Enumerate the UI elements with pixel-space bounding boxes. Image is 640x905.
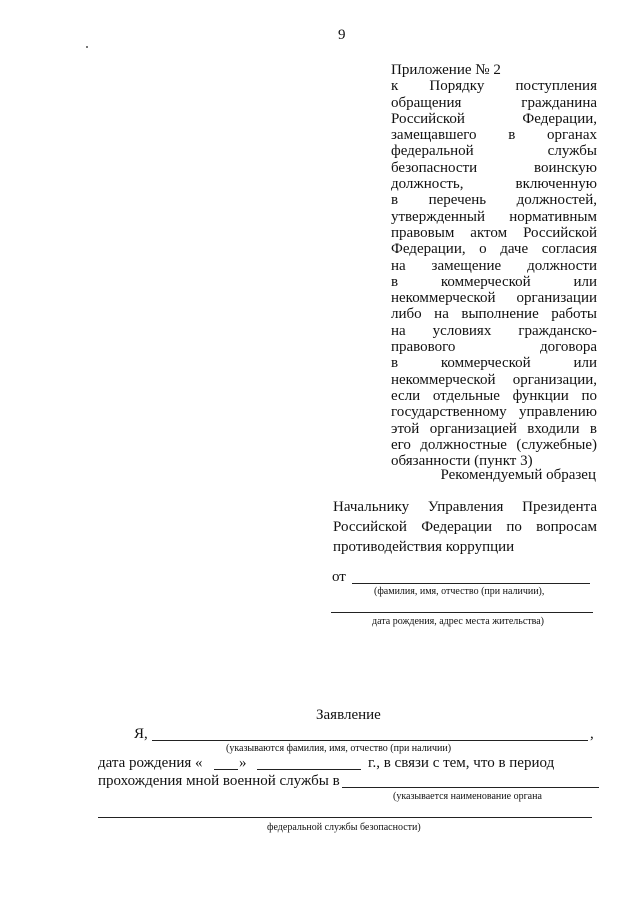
caption-birth-address: дата рождения, адрес места жительства) (372, 616, 545, 627)
appendix-line: его должностные (служебные) (391, 436, 597, 453)
appendix-line: утвержденный нормативным (391, 208, 597, 225)
caption-ya: (указываются фамилия, имя, отчество (при наличии) (226, 743, 452, 754)
appendix-line: в коммерческой или (391, 273, 597, 290)
recommended-sample-label: Рекомендуемый образец (440, 467, 596, 483)
appendix-line: на замещение должности (391, 257, 597, 274)
appendix-line: федеральной службы (391, 143, 597, 160)
appendix-line: правовым актом Российской (391, 224, 597, 241)
appendix-line: в коммерческой или (391, 355, 597, 372)
caption-org: (указывается наименование органа (393, 791, 542, 802)
appendix-line: Приложение № 2 (391, 62, 501, 78)
appendix-line: некоммерческой организации, (391, 371, 597, 388)
appendix-line: этой организацией входили в (391, 420, 597, 437)
appendix-line: замещавшего в органах (391, 127, 597, 144)
addressee-line: Российской Федерации по вопросам (333, 519, 597, 535)
birth-date-suffix: г., в связи с тем, что в период (368, 755, 555, 771)
appendix-line: Российской Федерации, (391, 110, 597, 127)
appendix-line: если отдельные функции по (391, 387, 597, 404)
appendix-line: должность, включенную (391, 176, 597, 193)
statement-title: Заявление (316, 707, 381, 723)
caption-fio: (фамилия, имя, отчество (при наличии), (374, 586, 545, 597)
birth-address-fill-line[interactable] (331, 612, 593, 613)
appendix-line: безопасности воинскую (391, 159, 597, 176)
appendix-line: обязанности (пункт 3) (391, 453, 533, 470)
birth-day-fill-line[interactable] (214, 769, 238, 770)
appendix-line: к Порядку поступления (391, 78, 597, 95)
birth-month-fill-line[interactable] (257, 769, 361, 770)
appendix-line: Федерации, о даче согласия (391, 241, 597, 258)
appendix-block (391, 62, 597, 469)
caption-fsb: федеральной службы безопасности) (267, 822, 421, 833)
scan-speck (86, 46, 88, 48)
ya-label: Я, (134, 726, 148, 742)
from-fill-line[interactable] (352, 583, 590, 584)
addressee-block (333, 497, 597, 557)
page-number: 9 (338, 27, 346, 43)
birth-quote-close: » (239, 755, 247, 771)
service-org-fill-line[interactable] (342, 787, 599, 788)
appendix-line: обращения гражданина (391, 94, 597, 111)
fio-fill-line[interactable] (152, 740, 588, 741)
appendix-line: государственному управлению (391, 404, 597, 421)
addressee-line: противодействия коррупции (333, 539, 515, 555)
appendix-line: в перечень должностей, (391, 192, 597, 209)
fio-comma: , (590, 726, 594, 742)
fsb-fill-line[interactable] (98, 817, 592, 818)
appendix-line: правового договора (391, 339, 597, 356)
appendix-line: либо на выполнение работы (391, 306, 597, 323)
birth-date-prefix: дата рождения « (98, 755, 203, 771)
appendix-line: на условиях гражданско- (391, 322, 597, 339)
addressee-line: Начальнику Управления Президента (333, 499, 597, 515)
appendix-line: некоммерческой организации (391, 290, 597, 307)
service-text: прохождения мной военной службы в (98, 773, 340, 789)
from-label: от (332, 569, 346, 585)
